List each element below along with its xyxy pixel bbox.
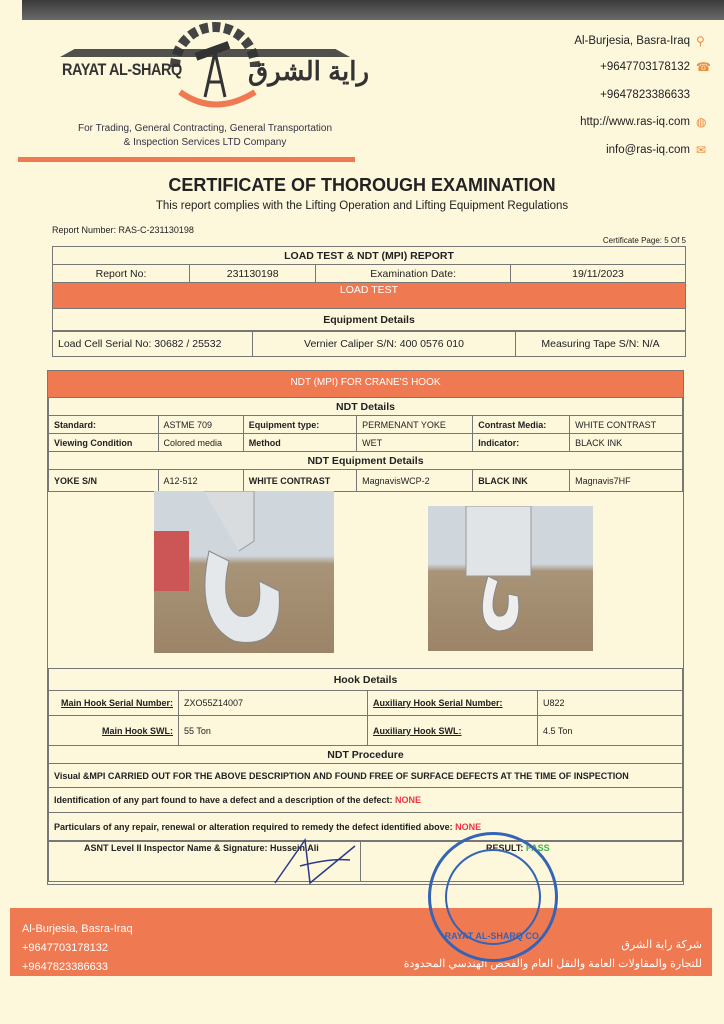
contact-website[interactable] bbox=[580, 116, 708, 128]
result-value: PASS bbox=[525, 843, 550, 853]
ndt-equipment-heading: NDT Equipment Details bbox=[49, 452, 683, 470]
white-contrast-value: MagnavisWCP-2 bbox=[357, 470, 473, 492]
tagline-line1: For Trading, General Contracting, General Transportation bbox=[77, 123, 333, 134]
mail-icon: ✉ bbox=[696, 143, 707, 157]
contact-text: +9647703178132 bbox=[600, 61, 690, 73]
yoke-label: YOKE S/N bbox=[49, 470, 159, 492]
location-pin-icon: ⚲ bbox=[696, 34, 705, 48]
indicator-value: BLACK INK bbox=[570, 434, 683, 452]
main-hook-swl-label: Main Hook SWL: bbox=[102, 725, 173, 736]
ndt-section bbox=[47, 370, 684, 885]
indicator-label: Indicator: bbox=[473, 434, 570, 452]
contact-mobile bbox=[600, 89, 708, 101]
logo-text-ar: راية الشرق bbox=[248, 56, 370, 86]
aux-hook-serial-label: Auxiliary Hook Serial Number: bbox=[373, 698, 503, 708]
equipment-type-value: PERMENANT YOKE bbox=[357, 416, 473, 434]
procedure-heading: NDT Procedure bbox=[49, 746, 683, 764]
method-label: Method bbox=[243, 434, 356, 452]
black-ink-label: BLACK INK bbox=[473, 470, 570, 492]
footer-address: Al-Burjesia, Basra-Iraq bbox=[22, 923, 133, 935]
footer-phone2: +9647823386633 bbox=[22, 961, 108, 973]
footer-arabic-desc: للتجارة والمقاولات العامة والنقل العام والفحص الهندسي المحدودة bbox=[403, 958, 702, 970]
repair-particulars-value: NONE bbox=[455, 821, 482, 832]
top-bar bbox=[22, 0, 724, 20]
footer bbox=[10, 908, 712, 976]
main-hook-swl-value: 55 Ton bbox=[179, 716, 368, 746]
viewing-value: Colored media bbox=[158, 434, 243, 452]
hook-image bbox=[428, 506, 593, 651]
exam-date-value: 19/11/2023 bbox=[511, 265, 686, 283]
hook-image bbox=[154, 491, 334, 653]
aux-hook-swl-value: 4.5 Ton bbox=[538, 716, 683, 746]
inspector-signature: ASNT Level II Inspector Name & Signature: Hussein Ali bbox=[49, 842, 361, 882]
footer-contacts bbox=[22, 920, 133, 977]
load-cell-serial: Load Cell Serial No: 30682 / 25532 bbox=[53, 332, 253, 357]
method-value: WET bbox=[357, 434, 473, 452]
report-no-label: Report No: bbox=[53, 265, 190, 283]
load-test-banner: LOAD TEST bbox=[53, 283, 686, 309]
defect-identification-value: NONE bbox=[395, 795, 422, 805]
main-hook-serial-label: Main Hook Serial Number: bbox=[60, 698, 173, 708]
contact-text: +9647823386633 bbox=[600, 89, 690, 101]
equipment-details-heading: Equipment Details bbox=[53, 309, 686, 331]
report-number: Report Number: RAS-C-231130198 bbox=[52, 225, 194, 235]
divider bbox=[18, 157, 355, 162]
equipment-type-label: Equipment type: bbox=[243, 416, 356, 434]
yoke-value: A12-512 bbox=[158, 470, 243, 492]
footer-phone1: +9647703178132 bbox=[22, 942, 108, 954]
contrast-value: WHITE CONTRAST bbox=[570, 416, 683, 434]
mobile-icon bbox=[696, 89, 708, 101]
aux-hook-serial-value: U822 bbox=[538, 691, 683, 716]
viewing-label: Viewing Condition bbox=[49, 434, 159, 452]
contact-address bbox=[574, 35, 708, 47]
footer-arabic-name: شركة راية الشرق bbox=[621, 939, 702, 951]
hook-heading: Hook Details bbox=[49, 669, 683, 691]
white-contrast-label: WHITE CONTRAST bbox=[243, 470, 356, 492]
tape-serial: Measuring Tape S/N: N/A bbox=[516, 332, 686, 357]
result-label: RESULT: bbox=[486, 843, 526, 853]
email-link[interactable]: info@ras-iq.com bbox=[606, 144, 690, 156]
load-test-table bbox=[52, 246, 686, 357]
hook-photo-main bbox=[154, 491, 334, 653]
logo-gear-icon bbox=[170, 22, 260, 117]
contrast-label: Contrast Media: bbox=[473, 416, 570, 434]
main-hook-serial-value: ZXO55Z14007 bbox=[179, 691, 368, 716]
contact-text: Al-Burjesia, Basra-Iraq bbox=[574, 35, 690, 47]
repair-particulars: Particulars of any repair, renewal or alteration required to remedy the defect identified above: bbox=[54, 821, 456, 832]
logo-text-en: RAYAT AL-SHARQ bbox=[62, 60, 182, 79]
tagline bbox=[60, 122, 350, 150]
globe-icon: ◍ bbox=[696, 115, 707, 129]
ndt-heading: NDT (MPI) FOR CRANE'S HOOK bbox=[48, 371, 683, 397]
standard-label: Standard: bbox=[49, 416, 159, 434]
defect-identification: Identification of any part found to have a defect and a description of the defect: bbox=[54, 795, 396, 805]
aux-hook-swl-label: Auxiliary Hook SWL: bbox=[373, 725, 462, 736]
hook-photo-aux bbox=[428, 506, 593, 651]
hook-details bbox=[48, 668, 683, 882]
company-stamp bbox=[428, 832, 558, 962]
certificate-subtitle: This report complies with the Lifting Operation and Lifting Equipment Regulations bbox=[155, 200, 569, 212]
black-ink-value: Magnavis7HF bbox=[570, 470, 683, 492]
stamp-text: RAYAT AL-SHARQ CO. bbox=[444, 931, 542, 941]
certificate-page: Certificate Page: 5 Of 5 bbox=[602, 236, 686, 245]
contact-email[interactable] bbox=[606, 144, 708, 156]
signature-icon bbox=[270, 838, 360, 888]
ndt-details-heading: NDT Details bbox=[49, 398, 683, 416]
phone-icon: ☎ bbox=[696, 60, 711, 74]
caliper-serial: Vernier Caliper S/N: 400 0576 010 bbox=[253, 332, 516, 357]
standard-value: ASTME 709 bbox=[158, 416, 243, 434]
tagline-line2: & Inspection Services LTD Company bbox=[123, 137, 287, 148]
report-no-value: 231130198 bbox=[190, 265, 316, 283]
contact-phone bbox=[600, 60, 711, 74]
exam-date-label: Examination Date: bbox=[316, 265, 511, 283]
procedure-statement: Visual &MPI CARRIED OUT FOR THE ABOVE DESCRIPTION AND FOUND FREE OF SURFACE DEFECTS AT THE TIME OF INSPECTION bbox=[49, 764, 683, 788]
website-link[interactable]: http://www.ras-iq.com bbox=[580, 116, 690, 128]
load-heading: LOAD TEST & NDT (MPI) REPORT bbox=[53, 247, 686, 265]
certificate-title: CERTIFICATE OF THOROUGH EXAMINATION bbox=[168, 175, 556, 195]
